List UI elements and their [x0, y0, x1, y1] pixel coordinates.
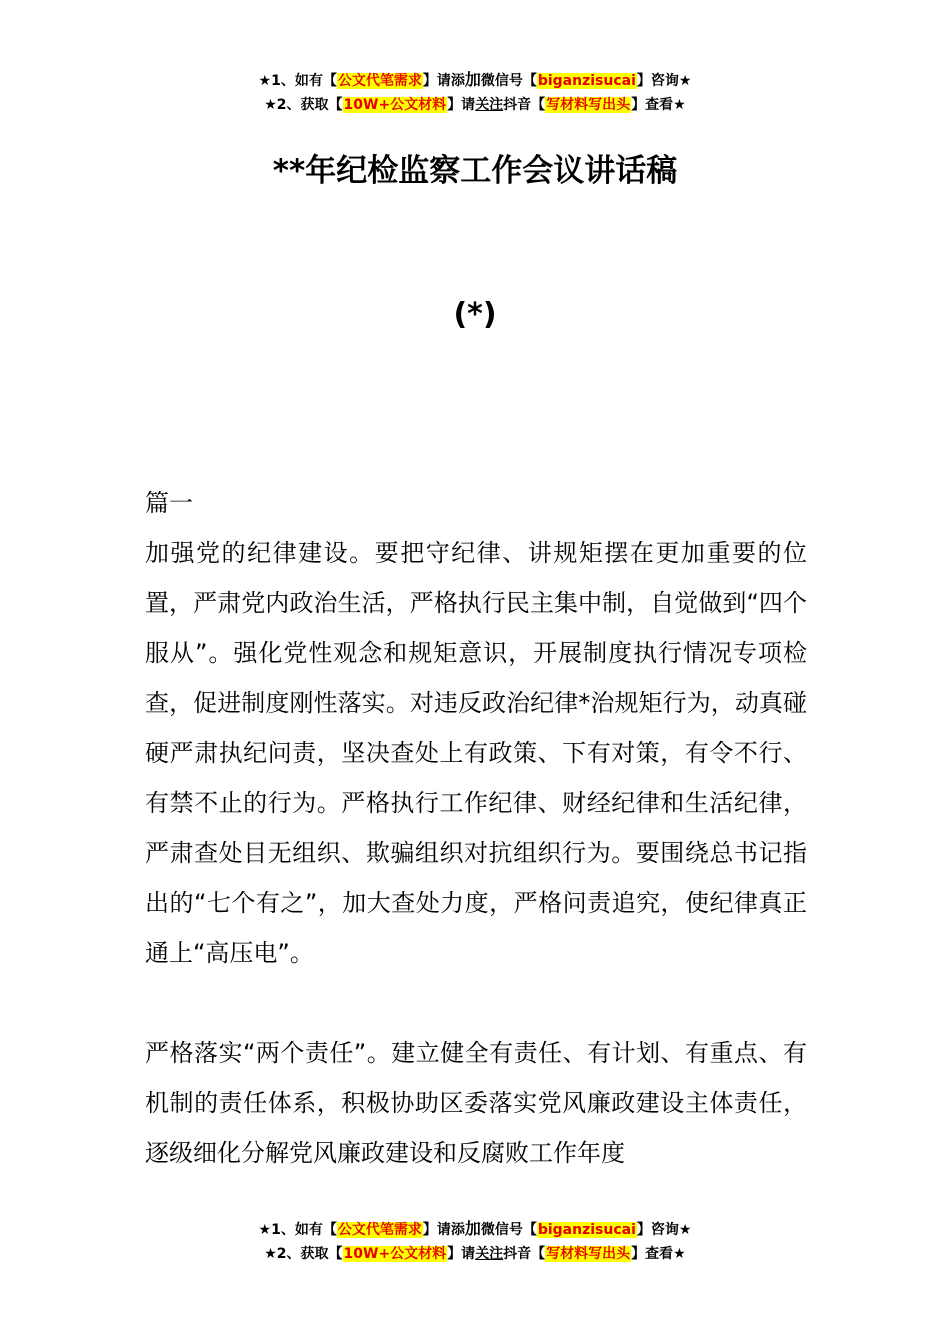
- banner-text: 抖音【: [503, 97, 546, 113]
- banner-text: ★2、获取【: [264, 1246, 343, 1262]
- banner-text: 】咨询★: [636, 1222, 692, 1238]
- banner-highlight: biganzisucai: [537, 73, 636, 89]
- banner-highlight: 写材料写出头: [546, 97, 631, 113]
- banner-line-1: [0, 68, 950, 93]
- banner-text: ★1、如有【: [258, 1222, 337, 1238]
- section-heading: 篇一: [145, 489, 193, 517]
- banner-text: 】请添: [422, 1222, 465, 1238]
- banner-highlight: biganzisucai: [537, 1222, 636, 1238]
- banner-text: 微信号【: [480, 73, 537, 89]
- banner-highlight: 10W+公文材料: [343, 97, 447, 113]
- header-banner: [0, 68, 950, 117]
- banner-text: 】查看★: [631, 1246, 686, 1262]
- banner-text: ★2、获取【: [264, 97, 343, 113]
- banner-text: ★1、如有【: [258, 73, 337, 89]
- banner-line-2: [0, 93, 950, 117]
- banner-highlight: 公文代笔需求: [337, 73, 422, 89]
- banner-text: 加: [464, 70, 481, 89]
- banner-highlight: 写材料写出头: [546, 1246, 631, 1262]
- document-subtitle: (*): [453, 297, 497, 332]
- banner-text: 】请: [447, 1246, 476, 1262]
- banner-line-1: [0, 1217, 950, 1242]
- banner-text: 】咨询★: [636, 73, 692, 89]
- document-body: [145, 478, 807, 1178]
- banner-highlight: 公文代笔需求: [337, 1222, 422, 1238]
- banner-highlight: 10W+公文材料: [343, 1246, 447, 1262]
- banner-line-2: [0, 1242, 950, 1266]
- banner-text: 关注: [475, 97, 504, 113]
- banner-text: 关注: [475, 1246, 504, 1262]
- banner-text: 】请: [447, 97, 476, 113]
- paragraph: 严格落实“两个责任”。建立健全有责任、有计划、有重点、有机制的责任体系，积极协助区委落实党风廉政建设主体责任，逐级细化分解党风廉政建设和反腐败工作年度: [145, 1039, 807, 1167]
- paragraph-gap: [145, 978, 807, 1028]
- banner-text: 抖音【: [503, 1246, 546, 1262]
- document-title: **年纪检监察工作会议讲话稿: [272, 153, 678, 189]
- banner-text: 】请添: [422, 73, 465, 89]
- footer-banner: [0, 1217, 950, 1266]
- banner-text: 微信号【: [480, 1222, 537, 1238]
- banner-text: 】查看★: [631, 97, 686, 113]
- banner-text: 加: [464, 1219, 481, 1238]
- paragraph: 加强党的纪律建设。要把守纪律、讲规矩摆在更加重要的位置，严肃党内政治生活，严格执行民主集中制，自觉做到“四个服从”。强化党性观念和规矩意识，开展制度执行情况专项检查，促进制度刚性落实。对违反政治纪律*治规矩行为，动真碰硬严肃执纪问责，坚决查处上有政策、下有对策，有令不行、有禁不止的行为。严格执行工作纪律、财经纪律和生活纪律，严肃查处目无组织、欺骗组织对抗组织行为。要围绕总书记指出的“七个有之”，加大查处力度，严格问责追究，使纪律真正通上“高压电”。: [145, 539, 807, 967]
